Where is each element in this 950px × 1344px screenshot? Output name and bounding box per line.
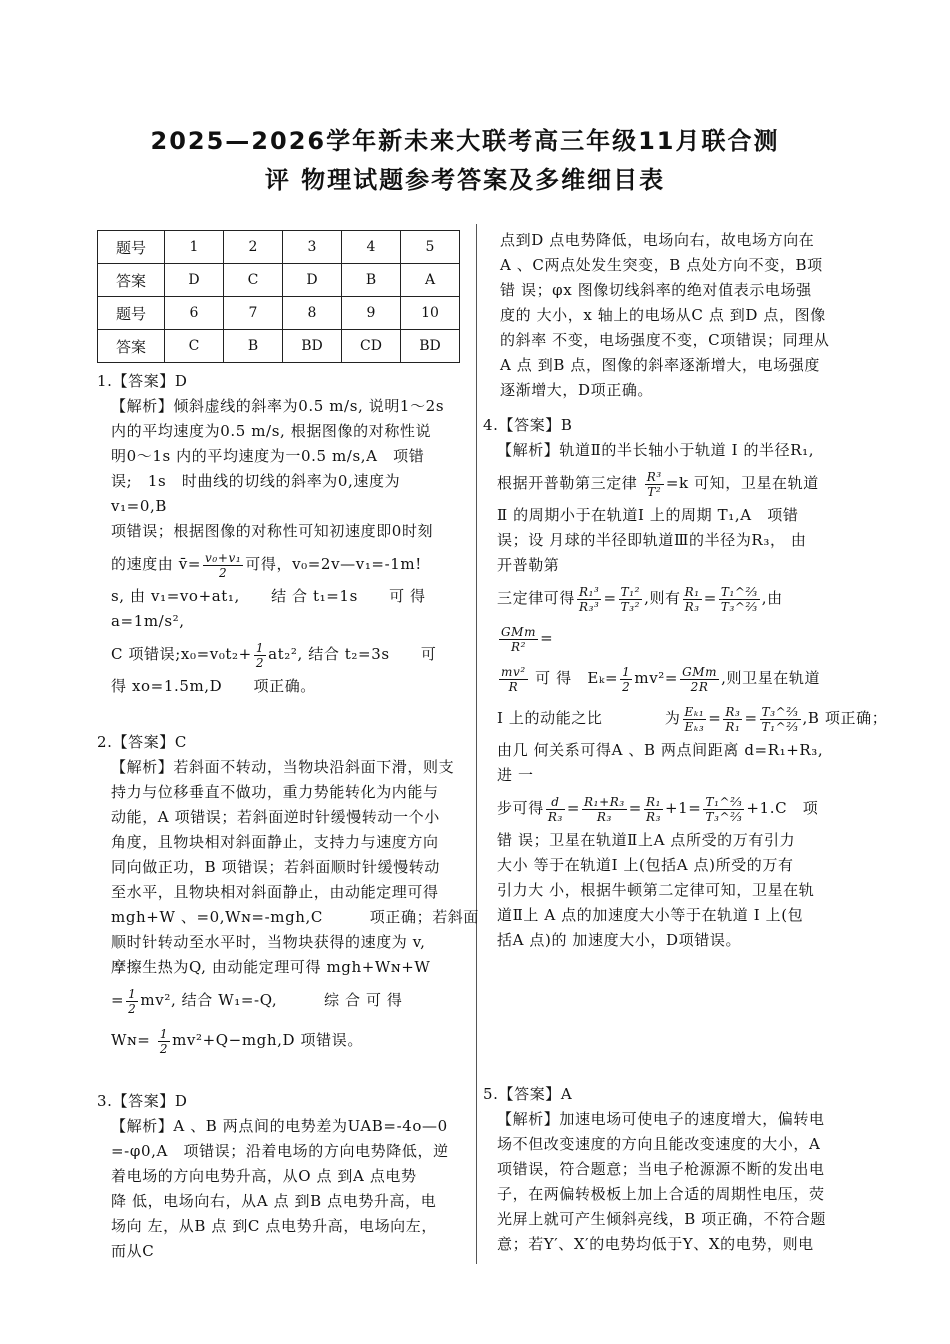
answer-section-q3	[97, 1089, 449, 1264]
formula-fraction	[158, 1027, 170, 1056]
text-line	[111, 584, 444, 609]
fraction-denominator: 2	[128, 1001, 137, 1016]
text-segment: 错 误；φx 图像切线斜率的绝对值表示电场强	[500, 281, 812, 299]
text-segment: =	[566, 799, 581, 817]
formula-fraction	[499, 665, 528, 694]
text-line	[111, 880, 479, 905]
text-segment: ;x₀=v₀t₂+	[175, 645, 252, 663]
text-line	[500, 378, 829, 403]
text-line	[111, 755, 479, 780]
text-line	[497, 903, 887, 928]
table-cell: C	[165, 330, 224, 363]
text-segment: =k	[665, 474, 689, 492]
text-segment: 场不但改变速度的方向且能改变速度的大小，A	[497, 1135, 821, 1153]
row-label: 答案	[98, 264, 165, 297]
document-title-line-2: 评 物理试题参考答案及多维细目表	[264, 166, 666, 194]
text-segment: 着电场的方向电势升高，从O 点 到A 点电势	[111, 1167, 417, 1185]
table-cell: 2	[224, 231, 283, 264]
table-cell: BD	[283, 330, 342, 363]
fraction-denominator: R²	[511, 639, 527, 654]
text-segment: 道Ⅱ上 A 点的加速度大小等于在轨道 Ⅰ 上(包	[497, 906, 804, 924]
answer-heading: 4.【答案】B	[483, 416, 573, 434]
text-segment: 括A 点)的 加速度大小，D项错误。	[497, 931, 742, 949]
formula-fraction	[499, 625, 538, 654]
text-segment: ,由	[761, 589, 783, 607]
fraction-denominator: R₁	[725, 719, 741, 734]
text-segment: ,则有	[644, 589, 681, 607]
text-line	[111, 780, 479, 805]
table-cell: 3	[283, 231, 342, 264]
answer-heading: 3.【答案】D	[97, 1092, 188, 1110]
text-line	[500, 253, 829, 278]
text-segment: 步可得	[497, 799, 544, 817]
table-cell: 8	[283, 297, 342, 330]
text-line	[497, 1157, 826, 1182]
text-line	[497, 553, 887, 578]
text-line	[111, 469, 444, 494]
text-segment: 根据开普勒第三定律	[497, 474, 643, 492]
text-line	[111, 609, 444, 634]
text-line	[500, 328, 829, 353]
text-line	[111, 394, 444, 419]
fraction-denominator: 2R	[690, 679, 709, 694]
text-segment: v₁=0,B	[111, 497, 167, 515]
formula-fraction	[619, 585, 642, 614]
text-segment: mv²	[140, 991, 171, 1009]
answer-table	[97, 230, 460, 363]
table-row	[98, 297, 460, 330]
table-cell: 1	[165, 231, 224, 264]
text-segment: 持力与位移垂直不做功，重力势能转化为内能与	[111, 783, 439, 801]
fraction-numerator: 1	[159, 1026, 169, 1041]
text-line	[111, 855, 479, 880]
text-segment: 【解析】若斜面不转动，当物块沿斜面下滑，则支	[111, 758, 455, 776]
fraction-denominator: T₁^⅔	[761, 719, 799, 734]
table-cell: 7	[224, 297, 283, 330]
text-segment: 大小 等于在轨道Ⅰ 上(包括A 点)所受的万有	[497, 856, 794, 874]
text-segment: 而从C	[111, 1242, 155, 1260]
text-line	[111, 444, 444, 469]
text-line	[111, 1164, 449, 1189]
formula-fraction	[620, 665, 632, 694]
row-label: 题号	[98, 297, 165, 330]
table-cell: 10	[401, 297, 460, 330]
text-line	[497, 658, 887, 698]
fraction-denominator: R₃	[596, 809, 612, 824]
text-line	[111, 805, 479, 830]
fraction-denominator: R	[508, 679, 519, 694]
text-segment: Ⅱ 的周期小于在轨道Ⅰ 上的周期 T₁,A 项错	[497, 506, 799, 524]
text-segment: , 结合 W₁=-Q, 综 合 可 得	[170, 991, 403, 1009]
formula-fraction	[683, 705, 707, 734]
table-cell: 4	[342, 231, 401, 264]
fraction-numerator: 1	[255, 640, 265, 655]
text-segment: 明0～1s 内的平均速度为一0.5 m/s,A 项错	[111, 447, 425, 465]
fraction-denominator: T²	[647, 484, 662, 499]
fraction-numerator: GMm	[682, 664, 718, 679]
text-segment: 的斜率 不变，电场强度不变，C项错误；同理从	[500, 331, 830, 349]
text-segment: mv²=	[634, 669, 679, 687]
text-line	[497, 788, 887, 828]
table-cell: B	[224, 330, 283, 363]
table-cell: C	[224, 264, 283, 297]
fraction-denominator: 2	[219, 565, 228, 580]
text-line	[497, 463, 887, 503]
text-segment: =	[744, 709, 758, 727]
text-segment: 摩擦生热为Q, 由动能定理可得 mgh+Wɴ+W	[111, 958, 431, 976]
fraction-denominator: R₃³	[579, 599, 600, 614]
text-line	[111, 930, 479, 955]
formula-fraction	[645, 470, 664, 499]
text-segment: ,则卫星在轨道	[721, 669, 821, 687]
text-line	[111, 905, 479, 930]
text-segment: 项错误；根据图像的对称性可知初速度即0时刻	[111, 522, 434, 540]
answer-heading: 5.【答案】A	[483, 1085, 573, 1103]
text-line	[500, 303, 829, 328]
text-segment: 误; 1s 时曲线的切线的斜率为0,速度为	[111, 472, 401, 490]
fraction-numerator: R₁+R₃	[584, 794, 625, 809]
text-segment: 角度，且物块相对斜面静止，支持力与速度方向	[111, 833, 439, 851]
formula-fraction	[126, 987, 138, 1016]
text-segment: 误；设 月球的半径即轨道Ⅲ的半径为R₃， 由	[497, 531, 807, 549]
text-line	[111, 830, 479, 855]
text-segment: s, 由 v₁=vo+at₁, 结 合 t₁=1s 可 得	[111, 587, 426, 605]
text-segment: 场向 左，从B 点 到C 点电势升高，电场向左，	[111, 1217, 437, 1235]
fraction-denominator: T₃²	[620, 599, 641, 614]
table-cell: CD	[342, 330, 401, 363]
fraction-numerator: T₁²	[620, 584, 641, 599]
table-row	[98, 231, 460, 264]
fraction-numerator: R³	[646, 469, 662, 484]
text-line	[111, 544, 444, 584]
text-segment: =	[708, 709, 722, 727]
text-segment: =-φ0,A 项错误；沿着电场的方向电势降低，逆	[111, 1142, 449, 1160]
text-segment: 点到D 点电势降低，电场向右，故电场方向在	[500, 231, 815, 249]
text-segment: =	[540, 629, 554, 647]
formula-fraction	[644, 795, 663, 824]
text-line	[497, 738, 887, 763]
row-label: 题号	[98, 231, 165, 264]
text-segment: ,B 项正确；	[802, 709, 888, 727]
fraction-denominator: R₃	[684, 599, 700, 614]
text-line	[497, 503, 887, 528]
text-line	[111, 674, 444, 699]
text-line	[111, 1020, 479, 1060]
text-segment: mv²+Q−mgh	[172, 1031, 278, 1049]
formula-fraction	[577, 585, 601, 614]
table-cell: D	[283, 264, 342, 297]
text-line	[111, 1189, 449, 1214]
answer-section-q4	[483, 413, 887, 953]
text-line	[497, 1232, 826, 1257]
text-segment: 至水平，且物块相对斜面静止，由动能定理可得	[111, 883, 439, 901]
text-line	[500, 228, 829, 253]
text-segment: , 结合 t₂=3s 可	[297, 645, 437, 663]
text-segment: 引力大 小，根据牛顿第二定律可知，卫星在轨	[497, 881, 815, 899]
text-line	[111, 1139, 449, 1164]
fraction-denominator: 2	[159, 1041, 169, 1056]
text-segment: =	[703, 589, 717, 607]
text-line	[497, 878, 887, 903]
formula-fraction	[254, 641, 266, 670]
text-segment: 度的 大小，x 轴上的电场从C 点 到D 点，图像	[500, 306, 826, 324]
text-line	[497, 763, 887, 788]
text-segment: ,D 项错误。	[277, 1031, 363, 1049]
text-line	[497, 578, 887, 618]
formula-fraction	[680, 665, 719, 694]
text-segment: C 项错误	[111, 645, 176, 663]
text-segment: 由几 何关系可得A 、B 两点间距离 d=R₁+R₃,	[497, 741, 824, 759]
fraction-denominator: R₃	[645, 809, 661, 824]
table-cell: 6	[165, 297, 224, 330]
text-segment: 【解析】轨道Ⅱ的半长轴小于轨道 Ⅰ 的半径R₁,	[497, 441, 815, 459]
text-segment: 可知，卫星在轨道	[688, 474, 819, 492]
text-line	[111, 1114, 449, 1139]
text-line	[111, 634, 444, 674]
fraction-numerator: GMm	[501, 624, 537, 639]
fraction-numerator: T₁^⅔	[720, 584, 758, 599]
text-segment: a=1m/s²,	[111, 612, 185, 630]
fraction-denominator: T₃^⅔	[705, 809, 743, 824]
text-segment: A 、C两点处发生突变，B 点处方向不变，B项	[500, 256, 823, 274]
fraction-numerator: R₁	[645, 794, 661, 809]
text-segment: 动能，A 项错误；若斜面逆时针缓慢转动一个小	[111, 808, 440, 826]
answer-section-q2	[97, 730, 479, 1060]
text-line	[497, 528, 887, 553]
answer-heading: 1.【答案】D	[97, 372, 188, 390]
document-title-line-1: 2025—2026学年新未来大联考高三年级11月联合测	[150, 127, 780, 155]
fraction-denominator: R₃	[547, 809, 563, 824]
text-segment: 进 一	[497, 766, 534, 784]
text-segment: 三定律可得	[497, 589, 576, 607]
text-line	[111, 955, 479, 980]
text-segment: =	[628, 799, 642, 817]
text-segment: Wɴ=	[111, 1031, 156, 1049]
answer-section-q1	[97, 369, 444, 699]
fraction-numerator: R₁	[684, 584, 700, 599]
table-cell: BD	[401, 330, 460, 363]
text-segment: 逐渐增大，D项正确。	[500, 381, 654, 399]
text-line	[497, 438, 887, 463]
formula-fraction	[723, 705, 742, 734]
text-line	[111, 494, 444, 519]
answer-section-q3-continued	[486, 228, 829, 403]
text-segment: 降 低，电场向右，从A 点 到B 点电势升高，电	[111, 1192, 437, 1210]
text-segment: mgh+W 、=0,Wɴ=-mgh,C 项正确；若斜面	[111, 908, 479, 926]
fraction-denominator: T₃^⅔	[720, 599, 758, 614]
text-line	[111, 1239, 449, 1264]
fraction-numerator: Eₖ₁	[684, 704, 705, 719]
text-line	[111, 1214, 449, 1239]
formula-fraction	[582, 795, 627, 824]
text-segment: =	[111, 991, 125, 1009]
text-segment: 可得，v₀=2v—v₁=-1m!	[245, 555, 422, 573]
text-segment: at₂²	[268, 645, 298, 663]
text-segment: 【解析】加速电场可使电子的速度增大，偏转电	[497, 1110, 825, 1128]
text-line	[111, 419, 444, 444]
text-segment: Eₖ=	[587, 669, 619, 687]
text-line	[111, 980, 479, 1020]
fraction-numerator: mv²	[501, 664, 526, 679]
text-segment: +1.C 项	[746, 799, 819, 817]
fraction-numerator: v₀+v₁	[205, 550, 242, 565]
table-cell: A	[401, 264, 460, 297]
formula-fraction	[719, 585, 760, 614]
formula-fraction	[703, 795, 744, 824]
text-segment: 得 xo=1.5m,D 项正确。	[111, 677, 316, 695]
text-line	[497, 1182, 826, 1207]
text-segment: 【解析】A 、B 两点间的电势差为UAB=-4o—0	[111, 1117, 448, 1135]
text-line	[497, 698, 887, 738]
text-segment: 子，在两偏转极板上加上合适的周期性电压，荧	[497, 1185, 825, 1203]
text-line	[497, 928, 887, 953]
table-row	[98, 264, 460, 297]
table-cell: 9	[342, 297, 401, 330]
formula-fraction	[546, 795, 565, 824]
fraction-numerator: 1	[622, 664, 631, 679]
answer-section-q5	[483, 1082, 826, 1257]
text-line	[497, 1207, 826, 1232]
text-segment: 错 误；卫星在轨道Ⅱ上A 点所受的万有引力	[497, 831, 796, 849]
table-row	[98, 330, 460, 363]
fraction-numerator: T₃^⅔	[761, 704, 799, 719]
formula-fraction	[760, 705, 801, 734]
table-cell: B	[342, 264, 401, 297]
table-cell: 5	[401, 231, 460, 264]
row-label: 答案	[98, 330, 165, 363]
text-segment: =	[603, 589, 617, 607]
text-segment: Ⅰ 上的动能之比 为	[497, 709, 681, 727]
fraction-numerator: 1	[128, 986, 137, 1001]
table-cell: D	[165, 264, 224, 297]
text-segment: 项错误，符合题意；当电子枪源源不断的发出电	[497, 1160, 825, 1178]
text-line	[497, 853, 887, 878]
text-segment: 【解析】倾斜虚线的斜率为0.5 m/s, 说明1～2s	[111, 397, 445, 415]
text-segment: v̄=	[178, 555, 202, 573]
text-line	[500, 353, 829, 378]
fraction-denominator: Eₖ₃	[684, 719, 705, 734]
fraction-denominator: 2	[255, 655, 265, 670]
text-line	[111, 519, 444, 544]
text-segment: A 点 到B 点，图像的斜率逐渐增大，电场强度	[500, 356, 820, 374]
text-line	[497, 618, 887, 658]
answer-heading: 2.【答案】C	[97, 733, 187, 751]
text-segment: 内的平均速度为0.5 m/s, 根据图像的对称性说	[111, 422, 432, 440]
text-line	[500, 278, 829, 303]
formula-fraction	[203, 551, 243, 580]
text-segment: +1=	[665, 799, 702, 817]
text-segment: 同向做正功，B 项错误；若斜面顺时针缓慢转动	[111, 858, 440, 876]
text-segment: 意；若Y′、X′的电势均低于Y、X的电势，则电	[497, 1235, 814, 1253]
formula-fraction	[683, 585, 702, 614]
fraction-numerator: T₁^⅔	[705, 794, 743, 809]
fraction-numerator: R₃	[725, 704, 741, 719]
text-segment: 可 得	[529, 669, 588, 687]
fraction-numerator: R₁³	[579, 584, 600, 599]
text-line	[497, 1132, 826, 1157]
text-segment: 开普勒第	[497, 556, 560, 574]
fraction-numerator: d	[546, 795, 565, 810]
text-segment: 光屏上就可产生倾斜亮线，B 项正确，不符合题	[497, 1210, 826, 1228]
text-segment: 顺时针转动至水平时，当物块获得的速度为 v,	[111, 933, 426, 951]
text-segment: 的速度由	[111, 555, 179, 573]
text-line	[497, 828, 887, 853]
fraction-denominator: 2	[622, 679, 631, 694]
text-line	[497, 1107, 826, 1132]
